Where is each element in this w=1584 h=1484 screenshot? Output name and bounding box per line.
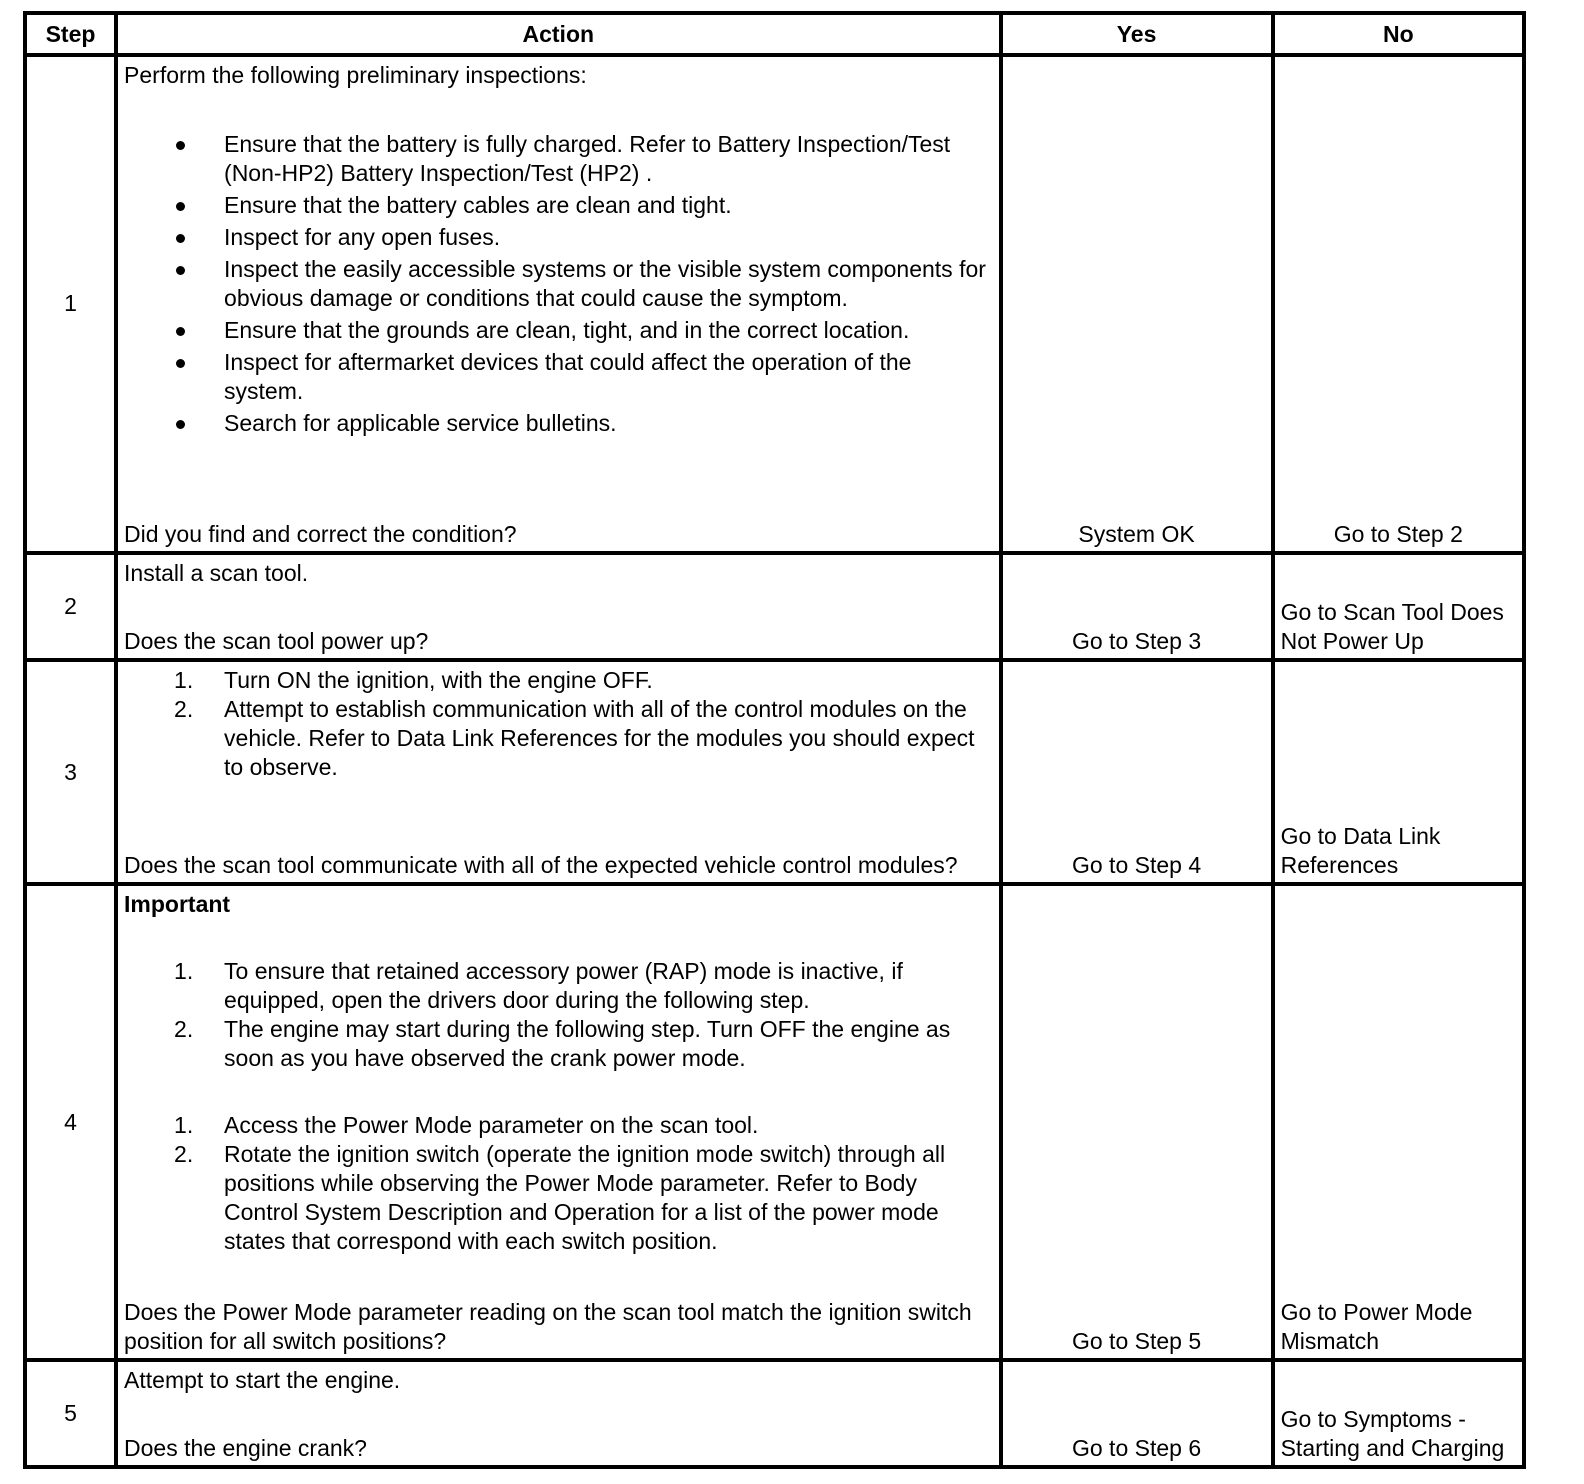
bullet-icon: [176, 327, 185, 336]
no-cell: Go to Data Link References: [1273, 660, 1524, 885]
table-row: [25, 884, 1524, 1359]
no-cell: Go to Step 2: [1273, 55, 1524, 553]
action-cell: [116, 1360, 1001, 1467]
list-item: 2. Attempt to establish communication with all of the control modules on the vehicle. Refer to Data Link References for the modules you should expect to observe.: [174, 695, 975, 780]
step-number: 5: [25, 1360, 116, 1467]
list-item: Ensure that the grounds are clean, tight, and in the correct location.: [124, 316, 993, 345]
list-item: 1. Turn ON the ignition, with the engine OFF.: [174, 666, 653, 693]
bullet-icon: [176, 266, 185, 275]
table-row: [25, 1360, 1524, 1467]
list-item: 1. To ensure that retained accessory power (RAP) mode is inactive, if equipped, open the drivers door during the following step.: [174, 958, 903, 1014]
numbered-list: [124, 666, 993, 782]
header-action: Action: [116, 13, 1001, 55]
action-question: Does the Power Mode parameter reading on the scan tool match the ignition switch position for all switch positions?: [124, 1298, 972, 1354]
step-number: 2: [25, 553, 116, 660]
list-item: Inspect the easily accessible systems or the visible system components for obvious damage or conditions that could cause the symptom.: [124, 255, 993, 313]
action-cell: [116, 55, 1001, 553]
table-row: [25, 660, 1524, 885]
list-item: 2. Rotate the ignition switch (operate the ignition mode switch) through all positions while observing the Power Mode parameter. Refer to Body Control System Description and Operation for a list of the power mode states that correspond with each switch position.: [174, 1141, 946, 1255]
numbered-list: [124, 1111, 993, 1256]
step-number: 4: [25, 884, 116, 1359]
table-row: [25, 553, 1524, 660]
action-cell: [116, 660, 1001, 885]
no-cell: Go to Scan Tool Does Not Power Up: [1273, 553, 1524, 660]
action-cell: [116, 553, 1001, 660]
list-item: Ensure that the battery cables are clean and tight.: [124, 191, 993, 220]
step-number: 1: [25, 55, 116, 553]
header-yes: Yes: [1001, 13, 1273, 55]
action-intro: Perform the following preliminary inspections:: [124, 62, 587, 88]
step-number: 3: [25, 660, 116, 885]
no-cell: Go to Symptoms - Starting and Charging: [1273, 1360, 1524, 1467]
bullet-icon: [176, 420, 185, 429]
important-label: Important: [124, 891, 231, 918]
yes-cell: System OK: [1001, 55, 1273, 553]
bullet-list: [124, 130, 993, 438]
action-intro: Install a scan tool.: [124, 559, 309, 586]
no-cell: Go to Power Mode Mismatch: [1273, 884, 1524, 1359]
bullet-icon: [176, 141, 185, 150]
bullet-icon: [176, 202, 185, 211]
header-no: No: [1273, 13, 1524, 55]
bullet-icon: [176, 234, 185, 243]
action-question: Does the engine crank?: [124, 1435, 367, 1461]
list-item: Search for applicable service bulletins.: [124, 409, 993, 438]
action-question: Does the scan tool power up?: [124, 627, 429, 654]
diagnostic-table: [23, 11, 1526, 1469]
yes-cell: Go to Step 3: [1001, 553, 1273, 660]
action-intro: Attempt to start the engine.: [124, 1366, 401, 1393]
yes-cell: Go to Step 5: [1001, 884, 1273, 1359]
list-item: 2. The engine may start during the following step. Turn OFF the engine as soon as you have observed the crank power mode.: [174, 1016, 951, 1072]
numbered-list: [124, 957, 993, 1073]
action-question: Does the scan tool communicate with all of the expected vehicle control modules?: [124, 852, 958, 879]
list-item: 1. Access the Power Mode parameter on the scan tool.: [174, 1112, 759, 1139]
yes-cell: Go to Step 6: [1001, 1360, 1273, 1467]
list-item: Inspect for aftermarket devices that could affect the operation of the system.: [124, 348, 993, 406]
header-row: [25, 13, 1524, 55]
yes-cell: Go to Step 4: [1001, 660, 1273, 885]
action-question: Did you find and correct the condition?: [124, 520, 517, 547]
table-row: [25, 55, 1524, 553]
header-step: Step: [25, 13, 116, 55]
bullet-icon: [176, 359, 185, 368]
list-item: Ensure that the battery is fully charged. Refer to Battery Inspection/Test (Non-HP2) Battery Inspection/Test (HP2) .: [124, 130, 993, 188]
action-cell: [116, 884, 1001, 1359]
list-item: Inspect for any open fuses.: [124, 223, 993, 252]
